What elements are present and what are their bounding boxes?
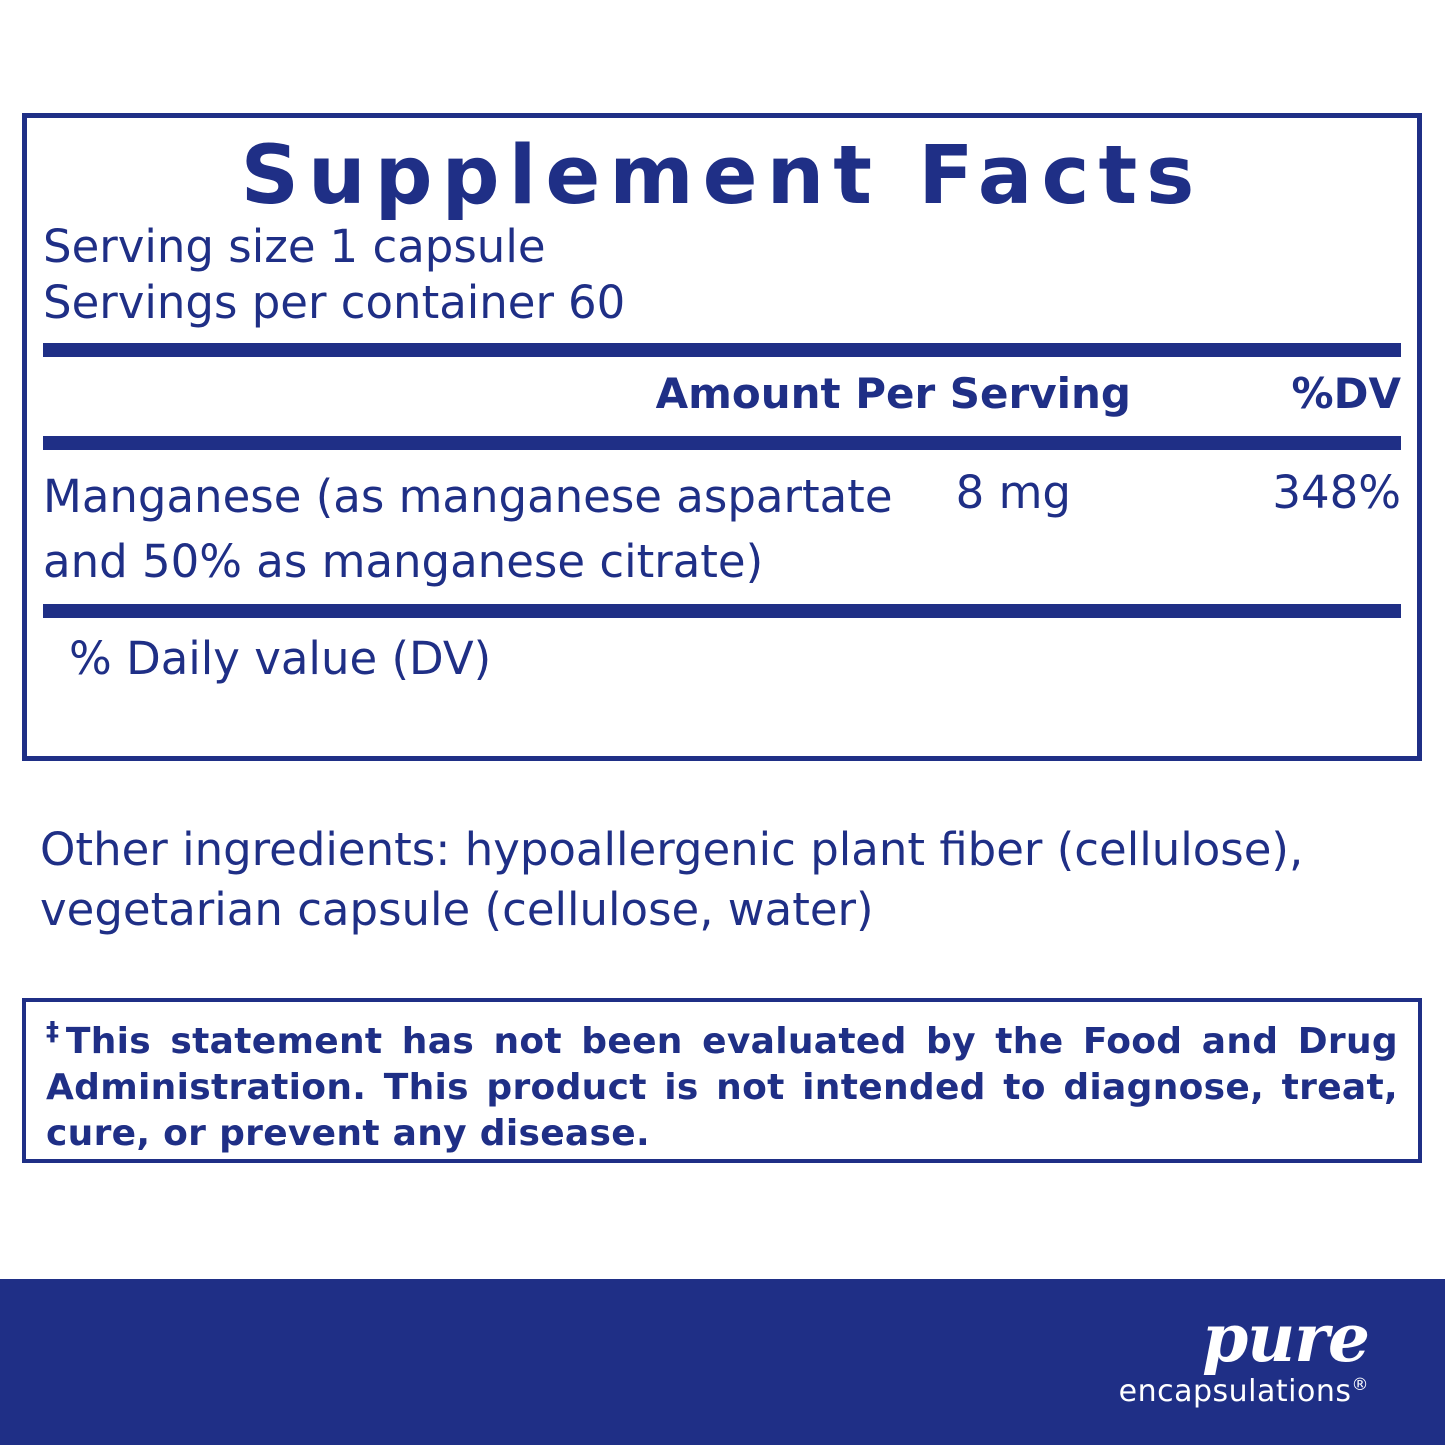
disclaimer-body: This statement has not been evaluated by the Food and Drug Administration. This product is not intended to diagnose, treat, cure, or prevent any disease.: [46, 1021, 1398, 1155]
brand-subtitle: encapsulations: [1118, 1374, 1352, 1409]
other-ingredients-text: Other ingredients: hypoallergenic plant fiber (cellulose), vegetarian capsule (cellulose, water): [40, 823, 1304, 937]
supplement-facts-content: [43, 126, 1401, 685]
nutrient-amount: 8 mg: [955, 465, 1071, 519]
header-percent-dv: %DV: [1291, 368, 1401, 418]
disclaimer-marker: ‡: [46, 1017, 66, 1047]
rule-above-headers: [43, 343, 1401, 357]
supplement-facts-title: Supplement Facts: [240, 129, 1204, 223]
serving-size-label: Serving size: [43, 220, 316, 274]
header-amount-per-serving: Amount Per Serving: [655, 368, 1131, 418]
rule-below-headers: [43, 436, 1401, 450]
serving-size-line: [43, 219, 1401, 275]
fda-disclaimer-text: [26, 1002, 1418, 1157]
brand-name: pure: [1202, 1299, 1369, 1377]
brand-logo: [1118, 1299, 1369, 1409]
nutrient-name: Manganese (as manganese aspartate and 50% as manganese citrate): [43, 469, 893, 588]
daily-value-footnote: % Daily value (DV): [69, 632, 492, 686]
nutrient-percent-dv: 348%: [1272, 465, 1401, 519]
table-row: [43, 450, 1401, 595]
servings-per-container-line: [43, 275, 1401, 331]
servings-per-container-label: Servings per container: [43, 275, 554, 329]
rule-below-rows: [43, 604, 1401, 618]
fda-disclaimer-box: [22, 998, 1422, 1163]
brand-footer: [0, 1279, 1445, 1445]
servings-per-container-value: 60: [568, 275, 626, 329]
supplement-facts-panel: [22, 113, 1422, 761]
table-column-headers: [43, 357, 1401, 426]
serving-size-value: 1 capsule: [329, 220, 546, 274]
registered-mark: ®: [1351, 1375, 1369, 1395]
brand-subtitle-line: [1118, 1374, 1369, 1409]
